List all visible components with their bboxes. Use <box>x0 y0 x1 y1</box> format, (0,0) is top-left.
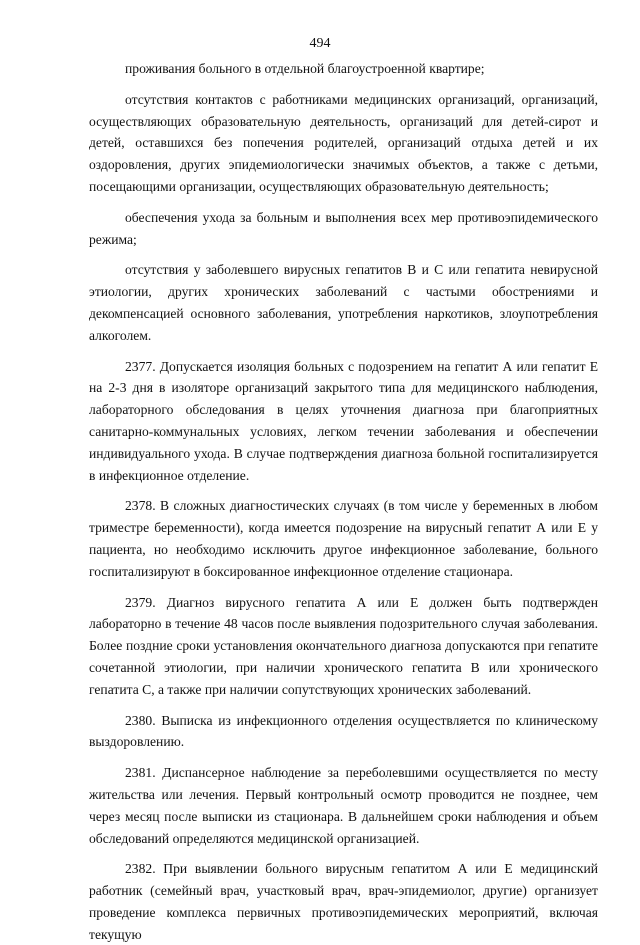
paragraph-no-contacts: отсутствия контактов с работниками медицинских организаций, организаций, осуществляющих образовательную деятельность, организаций для детей-сирот и детей, оставшихся без попечения родителей, организаций отдыха детей и их оздоровления, других эпидемиологически значимых объектов, а также с детьми, посещающими организации, осуществляющих образовательную деятельность; <box>89 91 598 194</box>
page-number: 494 <box>309 36 331 51</box>
paragraph-2379: 2379. Диагноз вирусного гепатита А или Е должен быть подтвержден лабораторно в течение 48 часов после выявления подозрительного случая заболевания. Более поздние сроки установления окончательного диагноза допускаются при гепатите сочетанной этиологии, при наличии хронического гепатита В или хронического гепатита С, а также при наличии сопутствующих хронических заболеваний. <box>89 594 598 697</box>
paragraph-no-chronic-diseases: отсутствия у заболевшего вирусных гепатитов В и С или гепатита невирусной этиологии, других хронических заболеваний с частыми обострениями и декомпенсацией основного заболевания, употребления наркотиков, злоупотребления алкоголем. <box>89 262 598 343</box>
document-body <box>89 58 598 945</box>
paragraph-2377: 2377. Допускается изоляция больных с подозрением на гепатит А или гепатит Е на 2-3 дня в изоляторе организаций закрытого типа для медицинского наблюдения, лабораторного обследования в целях уточнения диагноза при благоприятных санитарно-коммунальных условиях, легком течении заболевания и обеспечении индивидуального ухода. В случае подтверждения диагноза больной госпитализируется в инфекционное отделение. <box>89 358 598 483</box>
paragraph-2382: 2382. При выявлении больного вирусным гепатитом А или Е медицинский работник (семейный врач, участковый врач, врач-эпидемиолог, другие) организует проведение комплекса первичных противоэпидемических мероприятий, включая текущую <box>89 861 598 942</box>
paragraph-care-regime: обеспечения ухода за больным и выполнения всех мер противоэпидемического режима; <box>89 209 598 247</box>
paragraph-2381: 2381. Диспансерное наблюдение за переболевшими осуществляется по месту жительства или лечения. Первый контрольный осмотр проводится не позднее, чем через месяц после выписки из стационара. В дальнейшем сроки наблюдения и объем обследований определяются медицинской организацией. <box>89 765 598 846</box>
paragraph-2380: 2380. Выписка из инфекционного отделения осуществляется по клиническому выздоровлению. <box>89 712 598 750</box>
paragraph-2378: 2378. В сложных диагностических случаях (в том числе у беременных в любом триместре беременности), когда имеется подозрение на вирусный гепатит А или Е у пациента, но необходимо исключить другое инфекционное заболевание, больного госпитализируют в боксированное инфекционное отделение стационара. <box>89 498 598 579</box>
paragraph-living-conditions: проживания больного в отдельной благоустроенной квартире; <box>125 61 485 76</box>
